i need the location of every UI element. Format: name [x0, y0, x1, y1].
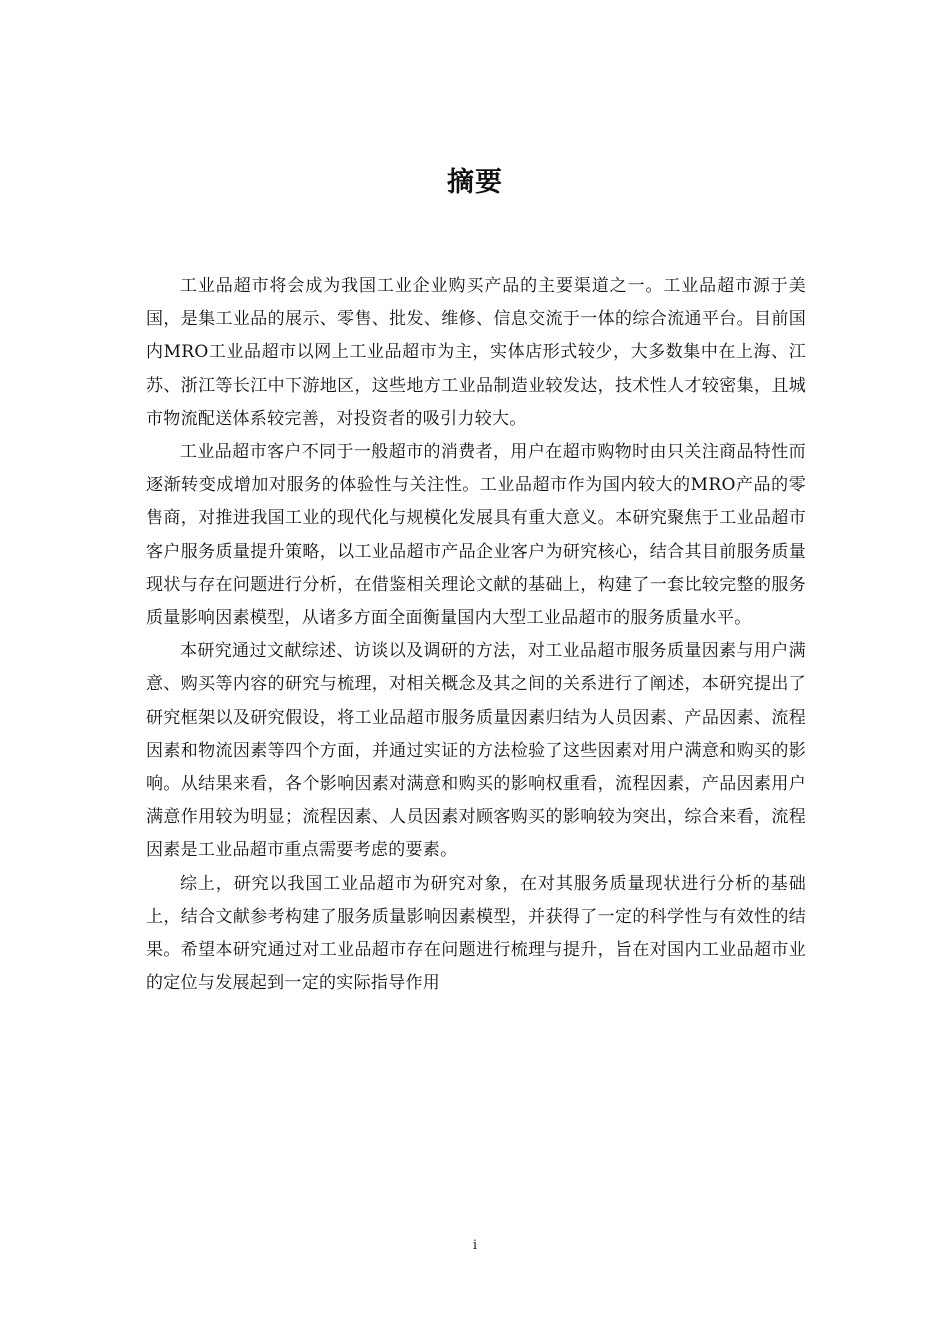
- abstract-title: 摘要: [447, 167, 503, 198]
- page-number: i: [472, 1238, 478, 1253]
- abstract-paragraph-1: 工业品超市将会成为我国工业企业购买产品的主要渠道之一。工业品超市源于美国，是集工业品的展示、零售、批发、维修、信息交流于一体的综合流通平台。目前国内MRO工业品超市以网上工业品超市为主，实体店形式较少，大多数集中在上海、江苏、浙江等长江中下游地区，这些地方工业品制造业较发达，技术性人才较密集，且城市物流配送体系较完善，对投资者的吸引力较大。: [146, 276, 806, 429]
- abstract-paragraph-3: 本研究通过文献综述、访谈以及调研的方法，对工业品超市服务质量因素与用户满意、购买等内容的研究与梳理，对相关概念及其之间的关系进行了阐述，本研究提出了研究框架以及研究假设，将工业品超市服务质量因素归结为人员因素、产品因素、流程因素和物流因素等四个方面，并通过实证的方法检验了这些因素对用户满意和购买的影响。从结果来看，各个影响因素对满意和购买的影响权重看，流程因素，产品因素用户满意作用较为明显；流程因素、人员因素对顾客购买的影响较为突出，综合来看，流程因素是工业品超市重点需要考虑的要素。: [146, 641, 806, 861]
- abstract-paragraph-2: 工业品超市客户不同于一般超市的消费者，用户在超市购物时由只关注商品特性而逐渐转变成增加对服务的体验性与关注性。工业品超市作为国内较大的MRO产品的零售商，对推进我国工业的现代化与规模化发展具有重大意义。本研究聚焦于工业品超市客户服务质量提升策略，以工业品超市产品企业客户为研究核心，结合其目前服务质量现状与存在问题进行分析，在借鉴相关理论文献的基础上，构建了一套比较完整的服务质量影响因素模型，从诸多方面全面衡量国内大型工业品超市的服务质量水平。: [146, 442, 806, 629]
- abstract-paragraph-4: 综上，研究以我国工业品超市为研究对象，在对其服务质量现状进行分析的基础上，结合文献参考构建了服务质量影响因素模型，并获得了一定的科学性与有效性的结果。希望本研究通过对工业品超市存在问题进行梳理与提升，旨在对国内工业品超市业的定位与发展起到一定的实际指导作用: [146, 873, 806, 994]
- abstract-body: [146, 270, 806, 1000]
